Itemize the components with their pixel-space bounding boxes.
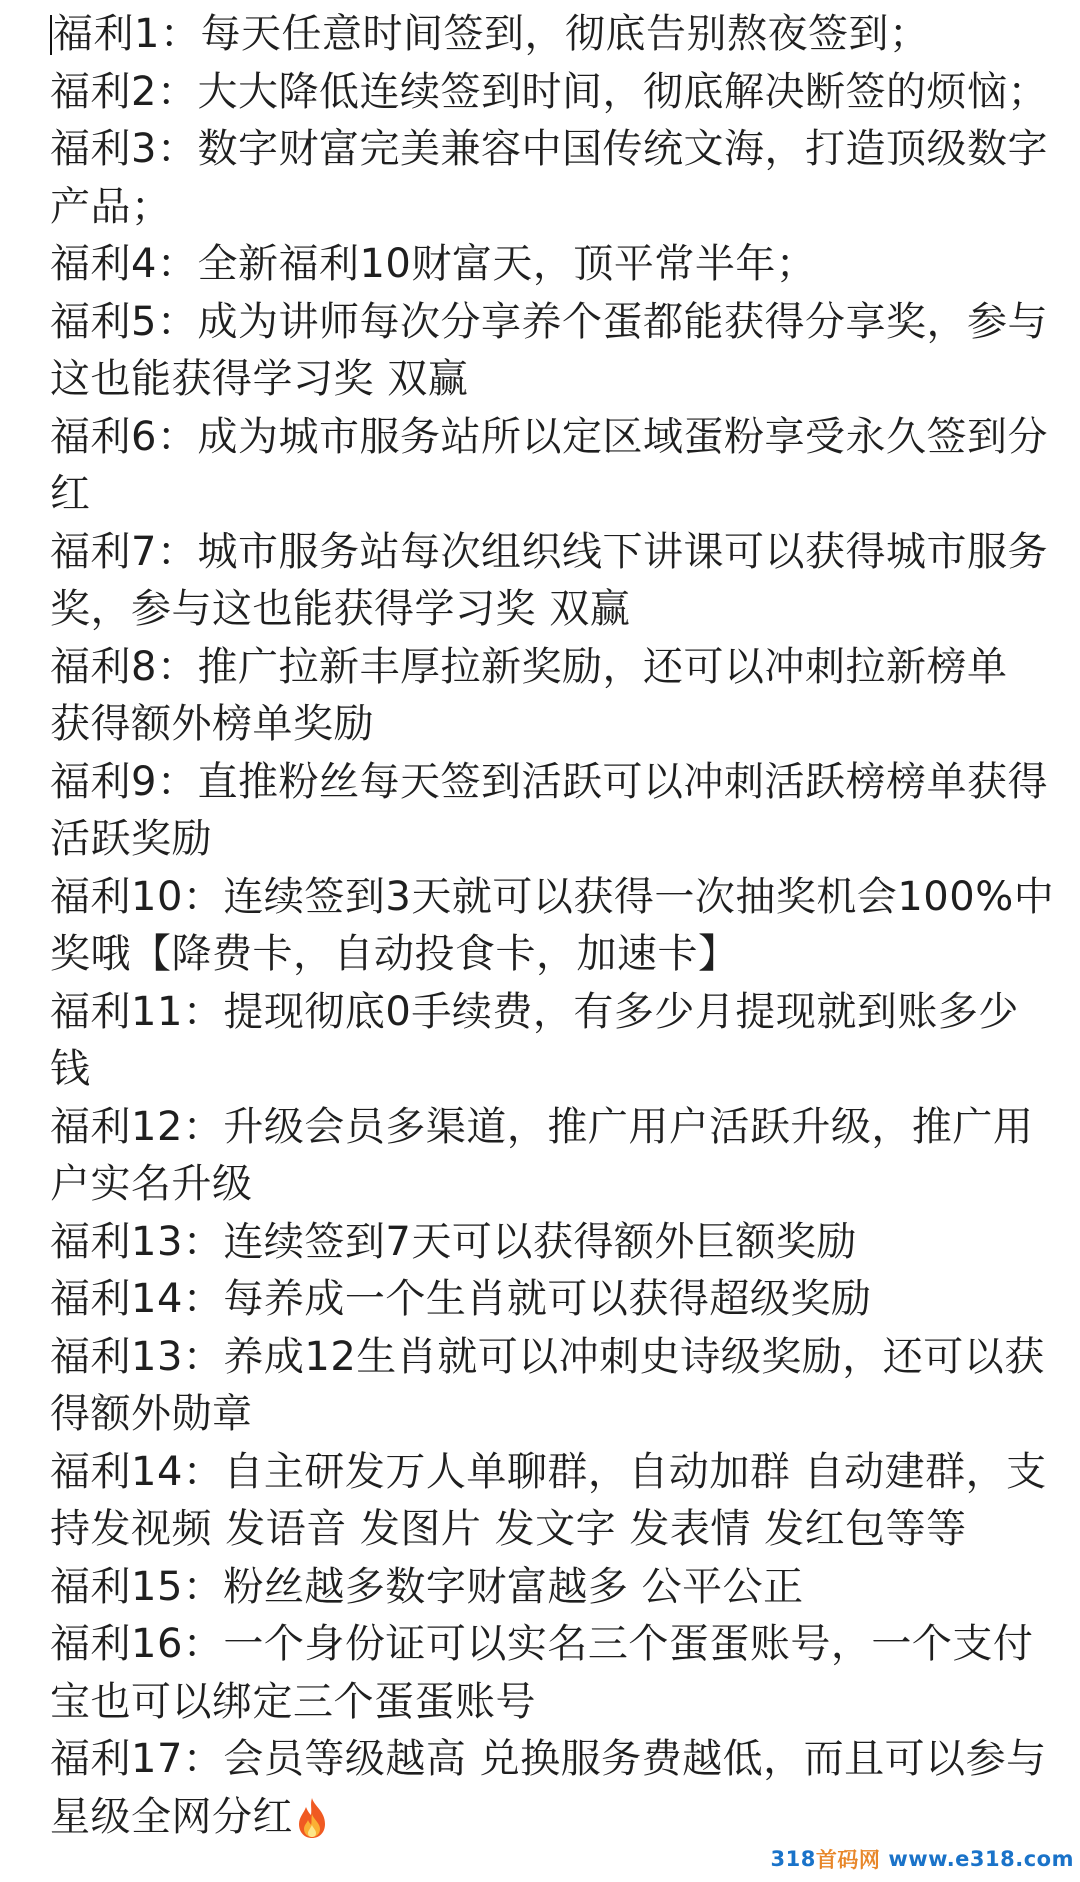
text-line-7: 这也能获得学习奖 双赢 [50,356,469,402]
text-line-26: 福利14：自主研发万人单聊群，自动加群 自动建群，支 [50,1448,1047,1495]
text-line-6: 福利5：成为讲师每次分享养个蛋都能获得分享奖，参与 [50,298,1048,345]
text-line-9: 红 [50,471,91,517]
text-line-1 [50,6,1050,64]
text-line-15: 活跃奖励 [50,816,212,862]
text-line-31: 福利17：会员等级越高 兑换服务费越低，而且可以参与 [50,1736,1047,1782]
site-watermark [771,1844,1075,1874]
text-line-18: 福利11：提现彻底0手续费，有多少月提现就到账多少 [50,988,1019,1035]
text-line-32 [50,1789,1050,1847]
text-line-30: 宝也可以绑定三个蛋蛋账号 [50,1678,536,1725]
text-line-5: 福利4：全新福利10财富天，顶平常半年； [50,241,817,287]
text-line-22: 福利13：连续签到7天可以获得额外巨额奖励 [50,1218,857,1265]
text-line-8: 福利6：成为城市服务站所以定区域蛋粉享受永久签到分 [50,413,1048,460]
text-line-12: 福利8：推广拉新丰厚拉新奖励，还可以冲刺拉新榜单 [50,643,1008,690]
text-line-3: 福利3：数字财富完美兼容中国传统文海，打造顶级数字 [50,126,1048,172]
text-line-2: 福利2：大大降低连续签到时间，彻底解决断签的烦恼； [50,68,1048,115]
text-line-17: 奖哦【降费卡，自动投食卡，加速卡】 [50,931,739,977]
fire-emoji-icon [295,1796,329,1840]
text-line-24: 福利13：养成12生肖就可以冲刺史诗级奖励，还可以获 [50,1333,1045,1380]
watermark-site-name: 首码网 [815,1848,881,1872]
text-line-29: 福利16：一个身份证可以实名三个蛋蛋账号，一个支付 [50,1621,1034,1667]
text-line-20: 福利12：升级会员多渠道，推广用户活跃升级，推广用 [50,1103,1034,1150]
text-line-4: 产品； [50,183,172,230]
text-line-10: 福利7：城市服务站每次组织线下讲课可以获得城市服务 [50,528,1048,575]
line-text: 福利1：每天任意时间签到，彻底告别熬夜签到； [53,11,930,57]
line-text: 星级全网分红 [50,1793,293,1840]
text-line-27: 持发视频 发语音 发图片 发文字 发表情 发红包等等 [50,1506,967,1552]
text-line-28: 福利15：粉丝越多数字财富越多 公平公正 [50,1563,804,1610]
text-line-13: 获得额外榜单奖励 [50,701,374,747]
text-line-21: 户实名升级 [50,1161,253,1207]
text-line-11: 奖，参与这也能获得学习奖 双赢 [50,586,631,632]
text-line-14: 福利9：直推粉丝每天签到活跃可以冲刺活跃榜榜单获得 [50,758,1048,805]
text-line-19: 钱 [50,1046,91,1092]
text-line-25: 得额外勋章 [50,1391,253,1437]
text-cursor [50,15,52,55]
text-line-16: 福利10：连续签到3天就可以获得一次抽奖机会100%中 [50,873,1055,920]
watermark-url: www.e318.com [888,1847,1074,1871]
document-text [50,6,1055,1846]
watermark-number: 318 [770,1847,816,1871]
text-line-23: 福利14：每养成一个生肖就可以获得超级奖励 [50,1276,872,1322]
